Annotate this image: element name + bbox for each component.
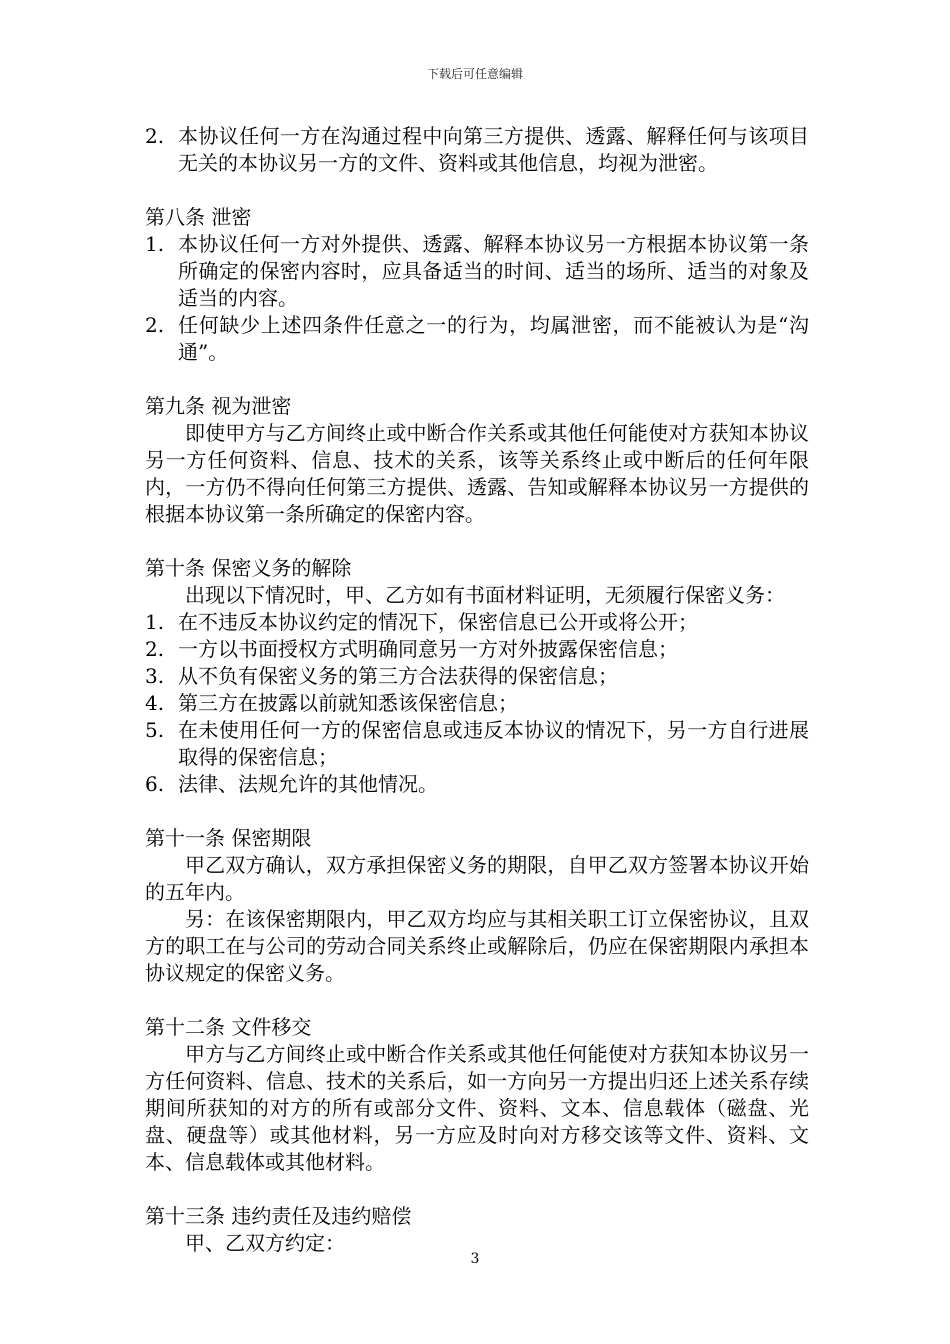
list-item	[145, 609, 809, 636]
list-item	[145, 231, 809, 312]
list-item-number: 1.	[145, 232, 165, 256]
list-item-text: 任何缺少上述四条件任意之一的行为，均属泄密，而不能被认为是“沟通”。	[178, 313, 809, 364]
article-paragraph: 甲、乙双方约定：	[185, 1231, 345, 1255]
article-7-continuation	[145, 123, 809, 177]
article-paragraph: 甲方与乙方间终止或中断合作关系或其他任何能使对方获知本协议另一方任何资料、信息、技术的关系后，如一方向另一方提出归还上述关系存续期间所获知的对方的所有或部分文件、资料、文本、信息载体（磁盘、光盘、硬盘等）或其他材料，另一方应及时向对方移交该等文件、资料、文本、信息载体或其他材料。	[145, 1042, 809, 1174]
article-13	[145, 1203, 809, 1257]
article-heading: 第十二条 文件移交	[145, 1015, 312, 1039]
list-item-text: 本协议任何一方在沟通过程中向第三方提供、透露、解释任何与该项目无关的本协议另一方的文件、资料或其他信息，均视为泄密。	[178, 124, 809, 175]
list-item-number: 2.	[145, 313, 165, 337]
list-item-text: 从不负有保密义务的第三方合法获得的保密信息；	[178, 664, 618, 688]
article-heading: 第十一条 保密期限	[145, 826, 312, 850]
list-item-number: 2.	[145, 124, 165, 148]
list-item	[145, 771, 809, 798]
article-10	[145, 555, 809, 798]
list-item	[145, 717, 809, 771]
article-heading: 第九条 视为泄密	[145, 394, 292, 418]
list-item-number: 4.	[145, 691, 165, 715]
article-paragraph: 即使甲方与乙方间终止或中断合作关系或其他任何能使对方获知本协议另一方任何资料、信息、技术的关系，该等关系终止或中断后的任何年限内，一方仍不得向任何第三方提供、透露、告知或解释本协议另一方提供的根据本协议第一条所确定的保密内容。	[145, 421, 809, 526]
page-number: 3	[470, 1251, 480, 1267]
list-item-number: 5.	[145, 718, 165, 742]
article-paragraph: 另：在该保密期限内，甲乙双方均应与其相关职工订立保密协议，且双方的职工在与公司的劳动合同关系终止或解除后，仍应在保密期限内承担本协议规定的保密义务。	[145, 907, 809, 985]
list-item-text: 在未使用任何一方的保密信息或违反本协议的情况下，另一方自行进展取得的保密信息；	[178, 718, 809, 769]
list-item-text: 在不违反本协议约定的情况下，保密信息已公开或将公开；	[178, 610, 698, 634]
list-item-number: 3.	[145, 664, 165, 688]
list-item-number: 1.	[145, 610, 165, 634]
article-heading: 第十条 保密义务的解除	[145, 556, 352, 580]
list-item-number: 2.	[145, 637, 165, 661]
list-item	[145, 663, 809, 690]
article-paragraph: 出现以下情况时，甲、乙方如有书面材料证明，无须履行保密义务：	[185, 583, 785, 607]
list-item-number: 6.	[145, 772, 165, 796]
article-8	[145, 204, 809, 366]
article-11	[145, 825, 809, 987]
article-heading: 第十三条 违约责任及违约赔偿	[145, 1204, 412, 1228]
article-9	[145, 393, 809, 528]
list-item	[145, 123, 809, 177]
article-paragraph: 甲乙双方确认，双方承担保密义务的期限，自甲乙双方签署本协议开始的五年内。	[145, 853, 809, 904]
list-item	[145, 690, 809, 717]
list-item-text: 一方以书面授权方式明确同意另一方对外披露保密信息；	[178, 637, 678, 661]
list-item-text: 第三方在披露以前就知悉该保密信息；	[178, 691, 518, 715]
page-header: 下载后可任意编辑	[426, 67, 523, 81]
article-heading: 第八条 泄密	[145, 205, 252, 229]
article-12	[145, 1014, 809, 1176]
list-item	[145, 636, 809, 663]
list-item-text: 本协议任何一方对外提供、透露、解释本协议另一方根据本协议第一条所确定的保密内容时，应具备适当的时间、适当的场所、适当的对象及适当的内容。	[178, 232, 809, 310]
list-item	[145, 312, 809, 366]
document-body	[145, 123, 809, 1257]
list-item-text: 法律、法规允许的其他情况。	[178, 772, 438, 796]
